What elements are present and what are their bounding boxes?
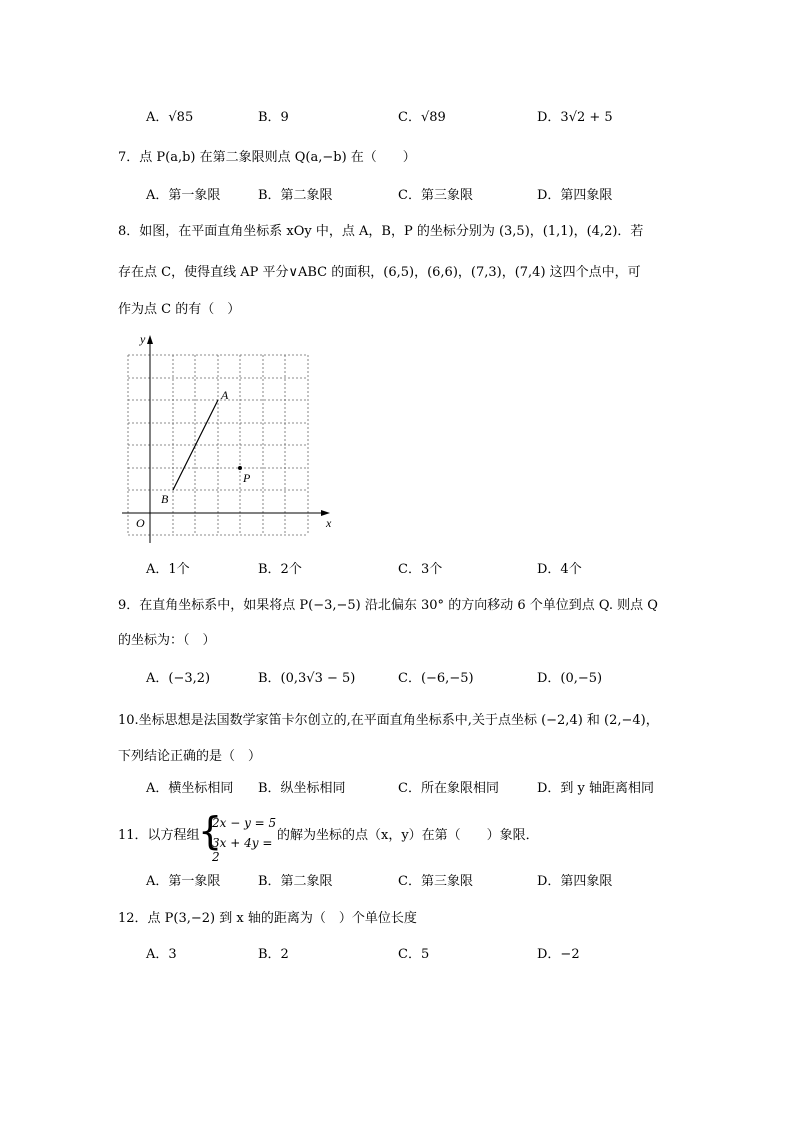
- q10-stem-line1: 10.坐标思想是法国数学家笛卡尔创立的,在平面直角坐标系中,关于点坐标 (−2,4) 和 (2,−4)，: [118, 713, 659, 728]
- q11-stem-prefix: 11．以方程组: [118, 828, 200, 843]
- q12-option-a: A．3: [146, 947, 177, 962]
- q6-option-b: B．9: [258, 110, 289, 125]
- y-axis-label: y: [140, 332, 146, 346]
- q11-option-b: B．第二象限: [258, 874, 333, 889]
- q9-option-d: D．(0,−5): [537, 671, 603, 686]
- q12-stem: 12．点 P(3,−2) 到 x 轴的距离为（ ）个单位长度: [118, 911, 417, 926]
- q8-option-b: B．2个: [258, 562, 302, 577]
- q9-stem-line2: 的坐标为：（ ）: [118, 633, 216, 648]
- q10-option-a: A．横坐标相同: [146, 781, 234, 796]
- q7-stem: 7．点 P(a,b) 在第二象限则点 Q(a,−b) 在（ ）: [118, 150, 416, 165]
- q10-option-b: B．纵坐标相同: [258, 781, 346, 796]
- q8-option-c: C．3个: [398, 562, 443, 577]
- q10-stem-line2: 下列结论正确的是（ ）: [118, 749, 262, 764]
- q11-stem-suffix: 的解为坐标的点（x，y）在第（ ）象限．: [277, 828, 539, 843]
- q10-option-c: C．所在象限相同: [398, 781, 499, 796]
- point-b-label: B: [161, 492, 169, 506]
- point-p-label: P: [243, 471, 251, 485]
- point-p-dot: [238, 466, 242, 470]
- point-a-label: A: [221, 388, 229, 402]
- q6-option-c: C．√89: [398, 110, 446, 125]
- q11-option-a: A．第一象限: [146, 874, 221, 889]
- q7-option-d: D．第四象限: [537, 188, 613, 203]
- q8-stem-line1: 8．如图，在平面直角坐标系 xOy 中，点 A，B，P 的坐标分别为 (3,5)，(1,1)，(4,2)．若: [118, 224, 644, 239]
- x-axis-label: x: [326, 516, 332, 530]
- q7-option-c: C．第三象限: [398, 188, 473, 203]
- brace-icon: {: [198, 809, 223, 853]
- q7-option-b: B．第二象限: [258, 188, 333, 203]
- q6-option-d: D．3√2 + 5: [537, 110, 613, 125]
- q11-option-d: D．第四象限: [537, 874, 613, 889]
- q11-option-c: C．第三象限: [398, 874, 473, 889]
- grid-lines: [128, 355, 308, 535]
- q8-stem-line2: 存在点 C，使得直线 AP 平分∨ABC 的面积，(6,5)，(6,6)，(7,3)，(7,4) 这四个点中，可: [118, 265, 641, 280]
- q8-stem-line3: 作为点 C 的有（ ）: [118, 302, 241, 317]
- q7-option-a: A．第一象限: [146, 188, 221, 203]
- q10-option-d: D．到 y 轴距离相同: [537, 781, 655, 796]
- q9-stem-line1: 9．在直角坐标系中，如果将点 P(−3,−5) 沿北偏东 30° 的方向移动 6 个单位到点 Q. 则点 Q: [118, 598, 658, 613]
- origin-label: O: [136, 516, 145, 530]
- q12-option-b: B．2: [258, 947, 289, 962]
- q11-equation-2: 3x + 4y = 2: [212, 836, 273, 864]
- q12-option-d: D．−2: [537, 947, 580, 962]
- q6-option-a: A．√85: [146, 110, 194, 125]
- q9-option-a: A．(−3,2): [146, 671, 211, 686]
- q9-option-c: C．(−6,−5): [398, 671, 474, 686]
- coordinate-grid-figure: [118, 331, 338, 547]
- segment-ab: [173, 400, 218, 490]
- q8-option-a: A．1个: [146, 562, 190, 577]
- q12-option-c: C．5: [398, 947, 430, 962]
- q8-option-d: D．4个: [537, 562, 582, 577]
- q9-option-b: B．(0,3√3 − 5): [258, 671, 356, 686]
- y-axis-arrow-icon: [147, 335, 153, 344]
- q11-equation-1: 2x − y = 5: [212, 816, 277, 830]
- q11-equation-system: [198, 809, 278, 864]
